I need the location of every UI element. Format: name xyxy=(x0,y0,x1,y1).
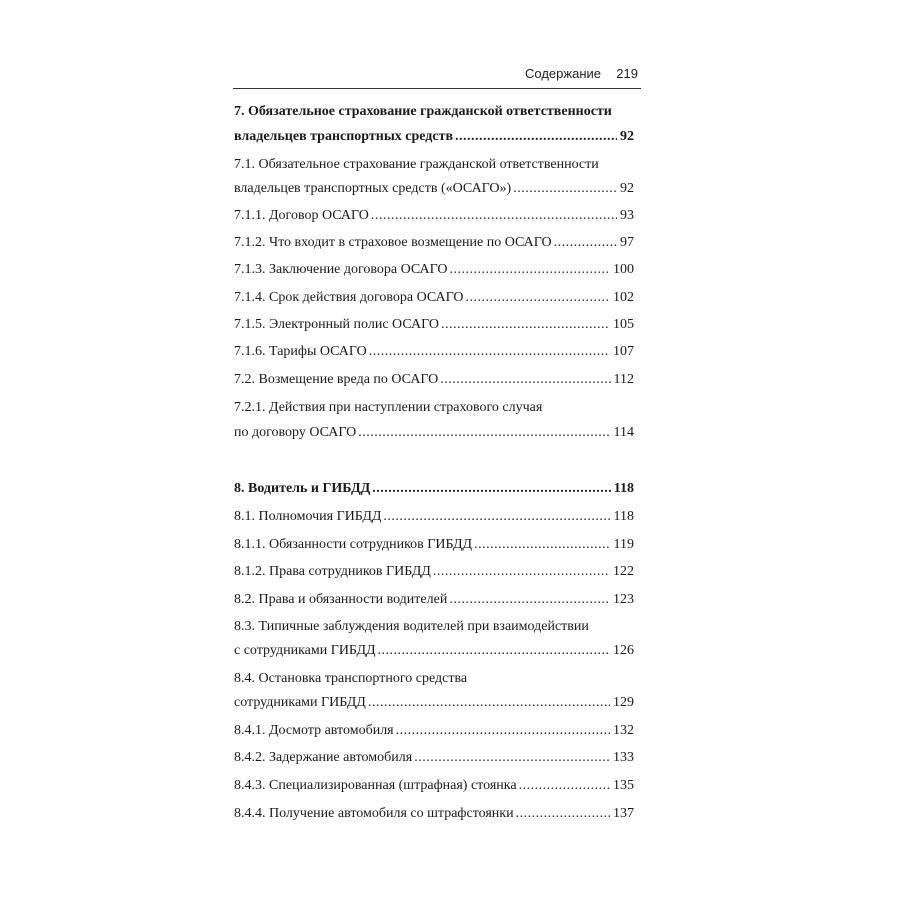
toc-page-number: 102 xyxy=(613,290,634,305)
toc-page-number: 105 xyxy=(613,317,634,332)
dot-leader xyxy=(474,535,610,555)
toc-entry-8-4-4 xyxy=(234,804,634,824)
toc-entry-text: сотрудниками ГИБДД xyxy=(234,695,366,710)
toc-entry-7-2-1-line-1 xyxy=(234,398,634,418)
header-rule xyxy=(233,88,641,89)
toc-entry-text: 7.2. Возмещение вреда по ОСАГО xyxy=(234,372,439,387)
dot-leader xyxy=(519,776,610,796)
toc-entry-text: 7.1.4. Срок действия договора ОСАГО xyxy=(234,290,464,305)
toc-entry-7-1-line-1 xyxy=(234,155,634,175)
toc-entry-7-2 xyxy=(234,370,634,390)
toc-entry-text: 8.4.4. Получение автомобиля со штрафстоянки xyxy=(234,806,514,821)
toc-entry-7-1-5 xyxy=(234,315,634,335)
toc-entry-8-1 xyxy=(234,507,634,527)
toc-entry-text: 8.4.2. Задержание автомобиля xyxy=(234,750,413,765)
toc-entry-8-4-1 xyxy=(234,721,634,741)
toc-entry-text: с сотрудниками ГИБДД xyxy=(234,643,376,658)
toc-entry-text: владельцев транспортных средств xyxy=(234,129,454,144)
running-head xyxy=(233,66,641,84)
toc-entry-text: владельцев транспортных средств («ОСАГО») xyxy=(234,181,512,196)
toc-entry-text: 8.1.1. Обязанности сотрудников ГИБДД xyxy=(234,537,473,552)
toc-page-number: 137 xyxy=(613,806,634,821)
toc-page-number: 93 xyxy=(620,208,634,223)
dot-leader xyxy=(440,370,610,390)
dot-leader xyxy=(516,804,610,824)
dot-leader xyxy=(372,479,610,499)
toc-page-number: 119 xyxy=(613,537,634,552)
toc-page-number: 100 xyxy=(613,262,634,277)
toc-page-number: 112 xyxy=(613,372,634,387)
toc-entry-text: 8.3. Типичные заблуждения водителей при взаимодействии xyxy=(234,619,589,634)
toc-entry-8-1-1 xyxy=(234,535,634,555)
dot-leader xyxy=(414,748,610,768)
chapter-7-title-line-1 xyxy=(234,102,634,122)
toc-page-number: 122 xyxy=(613,564,634,579)
toc-entry-text: 8.4.3. Специализированная (штрафная) стоянка xyxy=(234,778,517,793)
dot-leader xyxy=(433,562,610,582)
toc-entry-8-4-3 xyxy=(234,776,634,796)
running-head-title: Содержание xyxy=(525,66,601,81)
toc-page-number: 118 xyxy=(613,509,634,524)
dot-leader xyxy=(371,206,617,226)
toc-entry-text: 8.2. Права и обязанности водителей xyxy=(234,592,448,607)
dot-leader xyxy=(455,127,617,147)
toc-entry-7-1-4 xyxy=(234,288,634,308)
toc-entry-text: по договору ОСАГО xyxy=(234,425,357,440)
toc-page-number: 135 xyxy=(613,778,634,793)
toc-page-number: 132 xyxy=(613,723,634,738)
dot-leader xyxy=(396,721,610,741)
toc-page-number: 92 xyxy=(620,129,634,144)
toc-page-number: 133 xyxy=(613,750,634,765)
chapter-8-title xyxy=(234,479,634,499)
toc-entry-7-1-1 xyxy=(234,206,634,226)
toc-entry-text: 7.1.1. Договор ОСАГО xyxy=(234,208,369,223)
toc-entry-text: 7.1.5. Электронный полис ОСАГО xyxy=(234,317,439,332)
dot-leader xyxy=(441,315,610,335)
toc-page-number: 107 xyxy=(613,344,634,359)
dot-leader xyxy=(383,507,610,527)
toc-page-number: 129 xyxy=(613,695,634,710)
toc-page-number: 92 xyxy=(620,181,634,196)
toc-entry-8-2 xyxy=(234,590,634,610)
toc-page-number: 97 xyxy=(620,235,634,250)
dot-leader xyxy=(378,641,610,661)
toc-entry-7-1-2 xyxy=(234,233,634,253)
toc-entry-7-1-6 xyxy=(234,342,634,362)
toc-entry-text: 7.1.3. Заключение договора ОСАГО xyxy=(234,262,448,277)
toc-entry-8-3-line-1 xyxy=(234,617,634,637)
dot-leader xyxy=(358,423,610,443)
toc-entry-8-4-line-1 xyxy=(234,669,634,689)
dot-leader xyxy=(465,288,610,308)
toc-entry-text: 7. Обязательное страхование гражданской ответственности xyxy=(234,104,612,119)
chapter-7-title-line-2 xyxy=(234,127,634,147)
dot-leader xyxy=(368,693,610,713)
toc-entry-text: 8.4.1. Досмотр автомобиля xyxy=(234,723,394,738)
toc-entry-text: 7.1.6. Тарифы ОСАГО xyxy=(234,344,367,359)
toc-entry-7-1-line-2 xyxy=(234,179,634,199)
toc-page-number: 123 xyxy=(613,592,634,607)
dot-leader xyxy=(450,260,610,280)
dot-leader xyxy=(449,590,610,610)
toc-entry-7-1-3 xyxy=(234,260,634,280)
dot-leader xyxy=(513,179,617,199)
toc-entry-text: 7.2.1. Действия при наступлении страхового случая xyxy=(234,400,543,415)
toc-entry-8-3-line-2 xyxy=(234,641,634,661)
toc-page-number: 118 xyxy=(613,481,634,496)
toc-entry-7-2-1-line-2 xyxy=(234,423,634,443)
toc-entry-text: 8.4. Остановка транспортного средства xyxy=(234,671,468,686)
toc-entry-text: 8.1.2. Права сотрудников ГИБДД xyxy=(234,564,431,579)
toc-entry-8-4-line-2 xyxy=(234,693,634,713)
toc-page-number: 126 xyxy=(613,643,634,658)
running-head-page-number: 219 xyxy=(616,66,638,81)
toc-page-number: 114 xyxy=(613,425,634,440)
toc-entry-text: 7.1. Обязательное страхование гражданской ответственности xyxy=(234,157,599,172)
toc-entry-text: 8.1. Полномочия ГИБДД xyxy=(234,509,382,524)
toc-entry-text: 8. Водитель и ГИБДД xyxy=(234,481,371,496)
dot-leader xyxy=(369,342,610,362)
dot-leader xyxy=(554,233,617,253)
toc-entry-8-1-2 xyxy=(234,562,634,582)
toc-entry-8-4-2 xyxy=(234,748,634,768)
toc-entry-text: 7.1.2. Что входит в страховое возмещение по ОСАГО xyxy=(234,235,552,250)
